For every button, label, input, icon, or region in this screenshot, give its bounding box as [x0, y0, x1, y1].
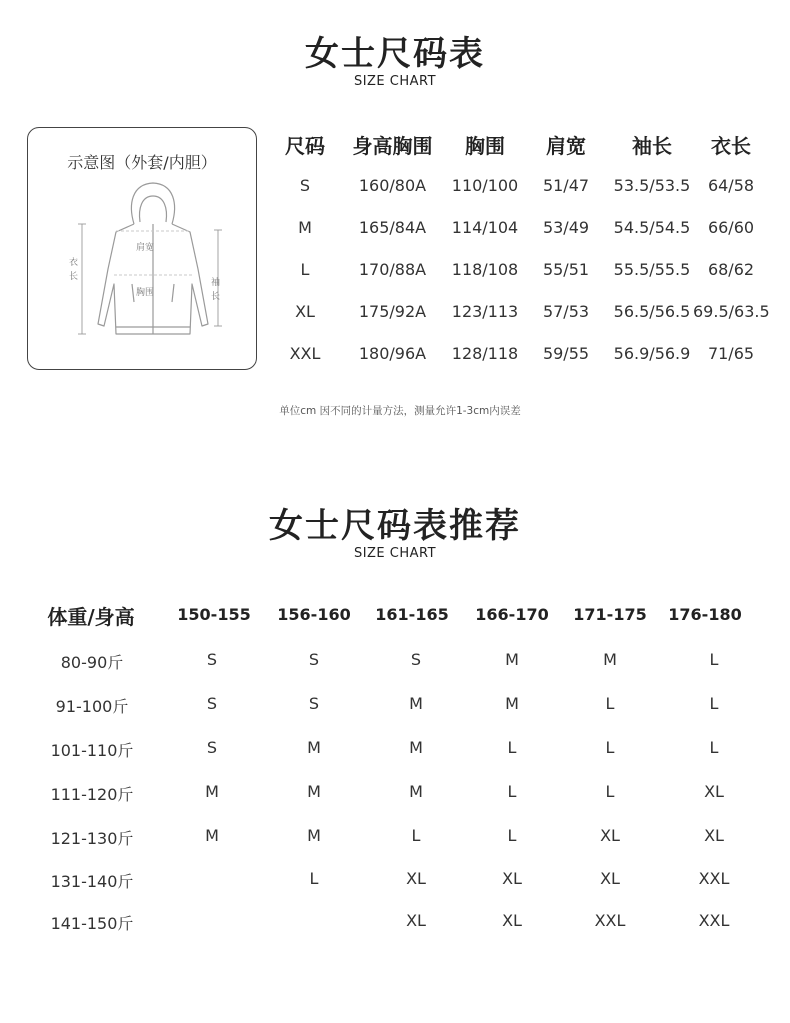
cell-height-chest: 165/84A	[358, 218, 427, 237]
weight-label: 101-110斤	[50, 741, 134, 760]
size-cell: S	[410, 650, 422, 669]
cell-height-chest: 170/88A	[358, 260, 427, 279]
cell-size: L	[300, 260, 310, 279]
cell-length: 71/65	[707, 344, 755, 363]
cell-shoulder: 57/53	[542, 302, 590, 321]
weight-label: 80-90斤	[60, 653, 124, 672]
size-cell: L	[507, 738, 517, 757]
size-cell: M	[307, 738, 321, 757]
size-cell: M	[505, 650, 519, 669]
cell-sleeve: 54.5/54.5	[613, 218, 691, 237]
recommend-subtitle: SIZE CHART	[353, 546, 437, 561]
header-size: 尺码	[285, 134, 325, 158]
cell-sleeve: 56.9/56.9	[613, 344, 691, 363]
size-cell: M	[505, 694, 519, 713]
cell-height-chest: 175/92A	[358, 302, 427, 321]
size-cell: M	[603, 650, 617, 669]
measurement-note: 单位cm 因不同的计量方法，测量允许1-3cm内误差	[279, 405, 521, 417]
size-cell: L	[709, 650, 719, 669]
size-cell: XL	[502, 911, 522, 930]
cell-chest: 118/108	[451, 260, 519, 279]
size-cell: L	[507, 826, 517, 845]
cell-sleeve: 55.5/55.5	[613, 260, 691, 279]
size-cell: S	[206, 650, 218, 669]
diagram-label-shoulder: 肩宽	[136, 243, 155, 253]
cell-chest: 128/118	[451, 344, 519, 363]
cell-height-chest: 180/96A	[358, 344, 427, 363]
size-cell: L	[309, 869, 319, 888]
header-weight-height: 体重/身高	[47, 605, 135, 629]
cell-shoulder: 51/47	[542, 176, 590, 195]
size-cell: M	[205, 782, 219, 801]
cell-chest: 110/100	[451, 176, 519, 195]
size-cell: M	[307, 826, 321, 845]
cell-size: S	[299, 176, 311, 195]
size-cell: L	[411, 826, 421, 845]
size-cell: M	[409, 694, 423, 713]
header-sleeve: 袖长	[632, 134, 672, 158]
cell-sleeve: 56.5/56.5	[613, 302, 691, 321]
cell-length: 68/62	[707, 260, 755, 279]
size-cell: XL	[406, 911, 426, 930]
size-cell: L	[709, 694, 719, 713]
cell-length: 64/58	[707, 176, 755, 195]
weight-label: 141-150斤	[50, 914, 134, 933]
weight-label: 121-130斤	[50, 829, 134, 848]
cell-length: 66/60	[707, 218, 755, 237]
size-cell: XXL	[594, 911, 626, 930]
header-height-range: 156-160	[277, 605, 351, 624]
header-height-range: 166-170	[475, 605, 549, 624]
diagram-label-length: 衣长	[69, 258, 79, 282]
header-length: 衣长	[711, 134, 751, 158]
cell-shoulder: 53/49	[542, 218, 590, 237]
recommend-title: 女士尺码表推荐	[269, 506, 521, 546]
cell-size: XXL	[289, 344, 321, 363]
size-cell: XL	[704, 782, 724, 801]
weight-label: 91-100斤	[55, 697, 129, 716]
size-cell: XL	[704, 826, 724, 845]
size-cell: M	[409, 738, 423, 757]
size-cell: XL	[502, 869, 522, 888]
size-cell: L	[605, 694, 615, 713]
size-cell: M	[409, 782, 423, 801]
header-height-range: 150-155	[177, 605, 251, 624]
cell-length: 69.5/63.5	[693, 302, 770, 321]
size-cell: S	[206, 738, 218, 757]
size-cell: L	[507, 782, 517, 801]
size-cell: L	[605, 782, 615, 801]
size-chart-subtitle: SIZE CHART	[353, 74, 437, 89]
header-chest: 胸围	[465, 134, 505, 158]
jacket-diagram-icon	[68, 174, 228, 349]
weight-label: 111-120斤	[50, 785, 134, 804]
cell-chest: 123/113	[451, 302, 519, 321]
size-cell: L	[605, 738, 615, 757]
header-shoulder: 肩宽	[546, 134, 586, 158]
size-cell: XL	[600, 869, 620, 888]
header-height-range: 171-175	[573, 605, 647, 624]
cell-shoulder: 59/55	[542, 344, 590, 363]
size-cell: L	[709, 738, 719, 757]
size-cell: XL	[406, 869, 426, 888]
cell-sleeve: 53.5/53.5	[613, 176, 691, 195]
size-cell: XXL	[698, 869, 730, 888]
size-cell: S	[308, 650, 320, 669]
cell-chest: 114/104	[451, 218, 519, 237]
size-cell: S	[206, 694, 218, 713]
size-cell: XXL	[698, 911, 730, 930]
size-cell: XL	[600, 826, 620, 845]
size-cell: M	[205, 826, 219, 845]
cell-height-chest: 160/80A	[358, 176, 427, 195]
cell-shoulder: 55/51	[542, 260, 590, 279]
measurement-diagram-card	[27, 127, 257, 370]
diagram-title: 示意图（外套/内胆）	[67, 153, 217, 172]
size-cell: S	[308, 694, 320, 713]
header-height-range: 161-165	[375, 605, 449, 624]
header-height-range: 176-180	[668, 605, 742, 624]
size-cell: M	[307, 782, 321, 801]
diagram-label-chest: 胸围	[136, 288, 155, 298]
size-chart-title: 女士尺码表	[305, 34, 485, 74]
cell-size: M	[298, 218, 312, 237]
weight-label: 131-140斤	[50, 872, 134, 891]
header-height-chest: 身高胸围	[352, 134, 433, 158]
cell-size: XL	[295, 302, 315, 321]
diagram-label-sleeve: 袖长	[211, 278, 221, 302]
